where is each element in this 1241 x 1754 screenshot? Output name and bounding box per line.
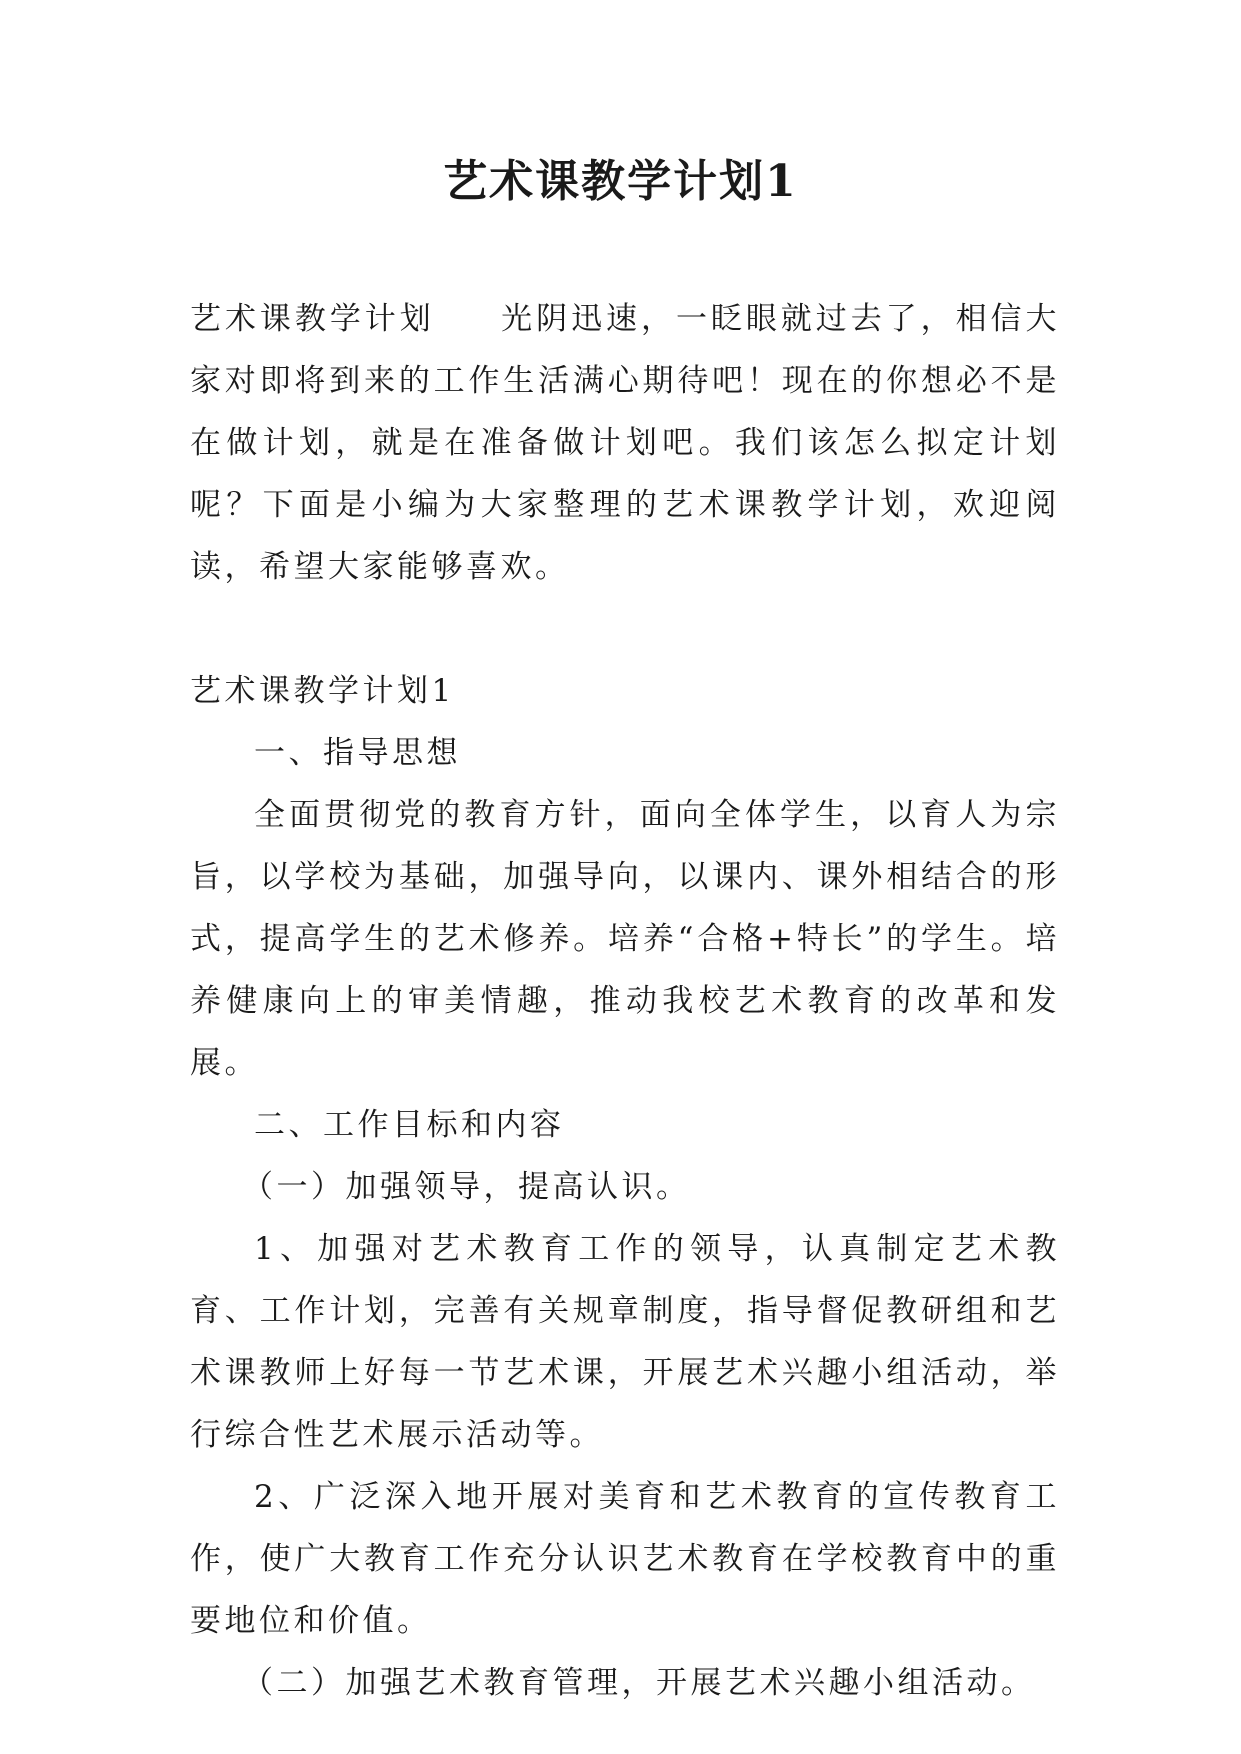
paragraph-item-2: 2、广泛深入地开展对美育和艺术教育的宣传教育工作，使广大教育工作充分认识艺术教育在学校教育中的重要地位和价值。: [190, 1479, 1060, 1639]
paragraph-item-1: 1、加强对艺术教育工作的领导，认真制定艺术教育、工作计划，完善有关规章制度，指导督促教研组和艺术课教师上好每一节艺术课，开展艺术兴趣小组活动，举行综合性艺术展示活动等。: [190, 1231, 1060, 1453]
subheading-leadership: （一）加强领导，提高认识。: [242, 1169, 691, 1205]
subheading-management: （二）加强艺术教育管理，开展艺术兴趣小组活动。: [242, 1665, 1036, 1701]
intro-paragraph: [190, 288, 1060, 598]
document-title: 艺术课教学计划1: [443, 156, 798, 207]
section-heading: 艺术课教学计划1: [190, 673, 455, 709]
document-body: [190, 288, 1060, 1714]
intro-text: 光阴迅速，一眨眼就过去了，相信大家对即将到来的工作生活满心期待吧！现在的你想必不是在做计划，就是在准备做计划吧。我们该怎么拟定计划呢？下面是小编为大家整理的艺术课教学计划，欢迎阅读，希望大家能够喜欢。: [190, 301, 1061, 585]
intro-lead: 艺术课教学计划: [190, 301, 435, 337]
heading-guiding-ideology: 一、指导思想: [254, 735, 461, 771]
heading-goals-content: 二、工作目标和内容: [254, 1107, 565, 1143]
paragraph-guiding-ideology: 全面贯彻党的教育方针，面向全体学生，以育人为宗旨，以学校为基础，加强导向，以课内、课外相结合的形式，提高学生的艺术修养。培养“合格+特长”的学生。培养健康向上的审美情趣，推动我校艺术教育的改革和发展。: [190, 797, 1060, 1081]
